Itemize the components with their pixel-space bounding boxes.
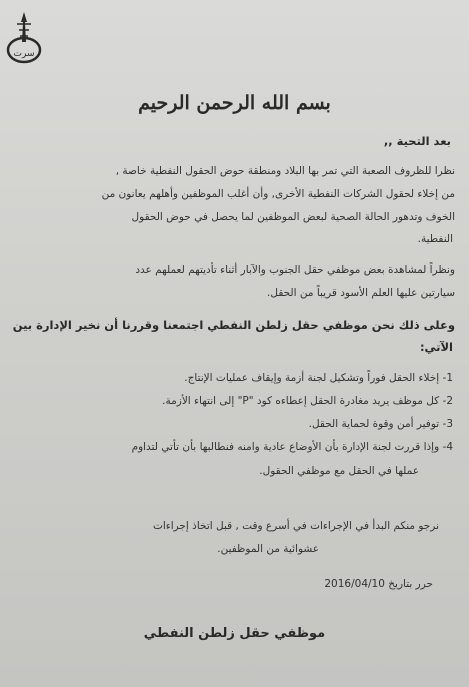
signature: موظفي حقل زلطن النفطي — [143, 626, 326, 641]
decision-intro-line: وعلى ذلك نحن موظفي حقل زلطن النفطي اجتمعنا وقررنا أن نخير الإدارة بين — [12, 318, 455, 332]
list-item-number: 4- — [442, 441, 453, 453]
list-item-number: 1- — [442, 372, 453, 384]
list-item-text: وإذا قررت لجنة الإدارة بأن الأوضاع عادية وامنه فنطالبها بأن تأتي لتداوم — [131, 441, 440, 453]
list-item — [184, 372, 453, 384]
paragraph2-line: سيارتين عليها العلم الأسود قريباً من الحقل. — [267, 287, 455, 299]
list-item-text: كل موظف يريد مغادرة الحقل إعطاءه كود "P" إلى انتهاء الأزمة. — [162, 395, 440, 407]
paragraph1-line: النفطية. — [417, 233, 453, 245]
bismillah-heading: بسم الله الرحمن الرحيم — [138, 92, 331, 114]
document-date: حرر بتاريخ 2016/04/10 — [324, 578, 433, 590]
closing-line: عشوائية من الموظفين. — [217, 543, 319, 555]
paragraph1-line: الخوف وتدهور الحالة الصحية لبعض الموظفين لما يحصل في حوض الحقول — [131, 211, 455, 223]
paragraph1-line: من إخلاء لحقول الشركات النفطية الأخرى, وأن أغلب الموظفين وأهلهم يعانون من — [101, 188, 455, 200]
list-item — [162, 395, 453, 407]
list-item-number: 3- — [442, 418, 453, 430]
list-item-text: توفير أمن وقوة لحماية الحقل. — [308, 418, 440, 430]
paragraph2-line: ونظراً لمشاهدة بعض موظفي حقل الجنوب والآبار أثناء تأديتهم لعملهم عدد — [135, 264, 455, 276]
logo-text: سرت — [13, 49, 35, 59]
paragraph1-line: نظرا للظروف الصعبة التي تمر بها البلاد ومنطقة حوض الحقول النفطية خاصة , — [115, 165, 455, 177]
list-item-text: إخلاء الحقل فوراً وتشكيل لجنة أزمة وإيقاف عمليات الإنتاج. — [184, 372, 440, 384]
list-item — [309, 418, 453, 430]
list-item-text: عملها في الحقل مع موظفي الحقول. — [259, 465, 419, 477]
closing-line: نرجو منكم البدأ في الإجراءات في أسرع وقت , قبل اتخاذ إجراءات — [152, 520, 439, 532]
list-item-number: 2- — [442, 395, 453, 407]
decision-intro-line: الآتي: — [419, 340, 453, 354]
greeting: بعد التحية ,, — [383, 134, 451, 148]
company-logo-icon — [4, 8, 44, 64]
list-item — [259, 465, 419, 477]
list-item — [132, 441, 453, 453]
